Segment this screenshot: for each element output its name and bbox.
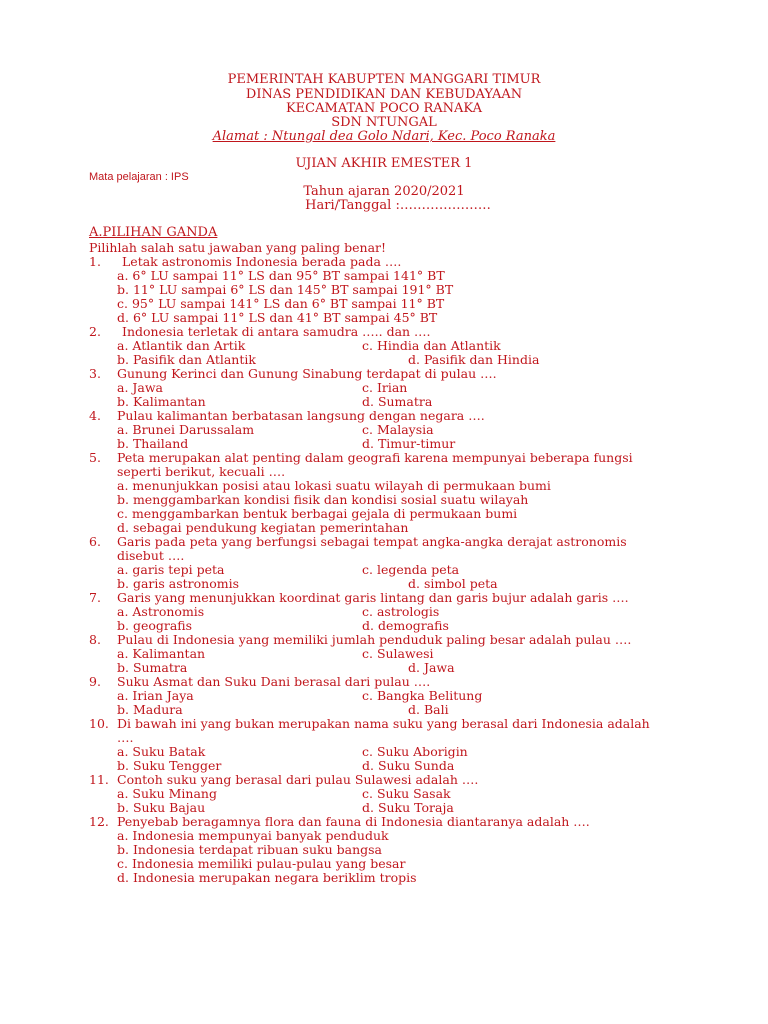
question-10-text: Di bawah ini yang bukan merupakan nama suku yang berasal dari Indonesia adalah xyxy=(117,716,650,731)
question-6-option-d: d. simbol peta xyxy=(408,576,498,591)
question-2-option-b: b. Pasifik dan Atlantik xyxy=(117,352,256,367)
question-9-option-b: b. Madura xyxy=(117,702,183,717)
exam-subject: Mata pelajaran : IPS xyxy=(89,171,189,183)
question-1-option-d: d. 6° LU sampai 11° LS dan 41° BT sampai 45° BT xyxy=(117,310,438,325)
question-9-number: 9. xyxy=(89,674,101,689)
question-6-text-continued: disebut …. xyxy=(117,548,185,563)
question-11-option-a: a. Suku Minang xyxy=(117,786,217,801)
question-12-option-c: c. Indonesia memiliki pulau-pulau yang besar xyxy=(117,856,406,871)
question-5-option-c: c. menggambarkan bentuk berbagai gejala di permukaan bumi xyxy=(117,506,518,521)
question-8-text: Pulau di Indonesia yang memiliki jumlah penduduk paling besar adalah pulau …. xyxy=(117,632,632,647)
question-10-text-continued: …. xyxy=(117,730,134,745)
question-7-option-a: a. Astronomis xyxy=(117,604,205,619)
question-10-option-b: b. Suku Tengger xyxy=(117,758,222,773)
question-2-text: Indonesia terletak di antara samudra ….. dan …. xyxy=(122,324,431,339)
section-instruction: Pilihlah salah satu jawaban yang paling benar! xyxy=(89,240,387,255)
question-1-option-a: a. 6° LU sampai 11° LS dan 95° BT sampai 141° BT xyxy=(117,268,445,283)
question-4-option-a: a. Brunei Darussalam xyxy=(117,422,255,437)
question-8-option-b: b. Sumatra xyxy=(117,660,188,675)
question-4-option-b: b. Thailand xyxy=(117,436,189,451)
question-12-text: Penyebab beragamnya flora dan fauna di Indonesia diantaranya adalah …. xyxy=(117,814,590,829)
question-1-option-c: c. 95° LU sampai 141° LS dan 6° BT sampai 11° BT xyxy=(117,296,445,311)
question-6-option-c: c. legenda peta xyxy=(362,562,460,577)
question-4-number: 4. xyxy=(89,408,101,423)
exam-title: UJIAN AKHIR EMESTER 1 xyxy=(295,156,473,171)
header-district: KECAMATAN POCO RANAKA xyxy=(285,101,483,116)
question-1-option-b: b. 11° LU sampai 6° LS dan 145° BT sampai 191° BT xyxy=(117,282,454,297)
question-2-number: 2. xyxy=(89,324,101,339)
question-6-option-a: a. garis tepi peta xyxy=(117,562,225,577)
question-3-option-d: d. Sumatra xyxy=(362,394,433,409)
question-9-option-c: c. Bangka Belitung xyxy=(362,688,483,703)
question-8-option-c: c. Sulawesi xyxy=(362,646,434,661)
question-2-option-c: c. Hindia dan Atlantik xyxy=(362,338,501,353)
question-11-option-d: d. Suku Toraja xyxy=(362,800,454,815)
header-school: SDN NTUNGAL xyxy=(331,115,437,130)
header-department: DINAS PENDIDIKAN DAN KEBUDAYAAN xyxy=(245,87,523,102)
question-7-number: 7. xyxy=(89,590,101,605)
question-4-option-c: c. Malaysia xyxy=(362,422,434,437)
question-3-option-c: c. Irian xyxy=(362,380,408,395)
question-4-option-d: d. Timur-timur xyxy=(362,436,456,451)
question-4-text: Pulau kalimantan berbatasan langsung dengan negara …. xyxy=(117,408,485,423)
question-12-option-a: a. Indonesia mempunyai banyak penduduk xyxy=(117,828,389,843)
question-3-text: Gunung Kerinci dan Gunung Sinabung terdapat di pulau …. xyxy=(117,366,497,381)
section-title: A.PILIHAN GANDA xyxy=(89,225,218,240)
question-9-option-d: d. Bali xyxy=(408,702,449,717)
question-1-text: Letak astronomis Indonesia berada pada …. xyxy=(122,254,402,269)
question-5-option-b: b. menggambarkan kondisi fisik dan kondisi sosial suatu wilayah xyxy=(117,492,529,507)
header-address: Alamat : Ntungal dea Golo Ndari, Kec. Poco Ranaka xyxy=(212,129,556,144)
question-6-text: Garis pada peta yang berfungsi sebagai tempat angka-angka derajat astronomis xyxy=(117,534,627,549)
question-8-option-d: d. Jawa xyxy=(408,660,455,675)
question-2-option-a: a. Atlantik dan Artik xyxy=(117,338,246,353)
header-government: PEMERINTAH KABUPTEN MANGGARI TIMUR xyxy=(227,72,541,87)
question-8-option-a: a. Kalimantan xyxy=(117,646,206,661)
question-2-option-d: d. Pasifik dan Hindia xyxy=(408,352,540,367)
exam-date: Hari/Tanggal :………………… xyxy=(305,198,491,213)
question-3-option-a: a. Jawa xyxy=(117,380,164,395)
question-5-option-d: d. sebagai pendukung kegiatan pemerintahan xyxy=(117,520,409,535)
question-9-option-a: a. Irian Jaya xyxy=(117,688,194,703)
question-12-number: 12. xyxy=(89,814,109,829)
question-3-option-b: b. Kalimantan xyxy=(117,394,206,409)
question-6-number: 6. xyxy=(89,534,101,549)
question-5-text-continued: seperti berikut, kecuali …. xyxy=(117,464,286,479)
question-11-text: Contoh suku yang berasal dari pulau Sulawesi adalah …. xyxy=(117,772,479,787)
question-11-option-b: b. Suku Bajau xyxy=(117,800,206,815)
question-10-option-d: d. Suku Sunda xyxy=(362,758,455,773)
question-11-option-c: c. Suku Sasak xyxy=(362,786,451,801)
question-7-text: Garis yang menunjukkan koordinat garis lintang dan garis bujur adalah garis …. xyxy=(117,590,629,605)
question-5-text: Peta merupakan alat penting dalam geografi karena mempunyai beberapa fungsi xyxy=(117,450,633,465)
question-11-number: 11. xyxy=(89,772,109,787)
question-7-option-c: c. astrologis xyxy=(362,604,440,619)
question-10-number: 10. xyxy=(89,716,109,731)
question-3-number: 3. xyxy=(89,366,101,381)
question-10-option-a: a. Suku Batak xyxy=(117,744,206,759)
question-8-number: 8. xyxy=(89,632,101,647)
question-1-number: 1. xyxy=(89,254,101,269)
question-7-option-d: d. demografis xyxy=(362,618,449,633)
question-5-option-a: a. menunjukkan posisi atau lokasi suatu wilayah di permukaan bumi xyxy=(117,478,551,493)
question-12-option-b: b. Indonesia terdapat ribuan suku bangsa xyxy=(117,842,382,857)
question-6-option-b: b. garis astronomis xyxy=(117,576,239,591)
question-7-option-b: b. geografis xyxy=(117,618,193,633)
exam-year: Tahun ajaran 2020/2021 xyxy=(303,184,465,199)
question-5-number: 5. xyxy=(89,450,101,465)
question-9-text: Suku Asmat dan Suku Dani berasal dari pulau …. xyxy=(117,674,431,689)
question-10-option-c: c. Suku Aborigin xyxy=(362,744,468,759)
question-12-option-d: d. Indonesia merupakan negara beriklim tropis xyxy=(117,870,417,885)
